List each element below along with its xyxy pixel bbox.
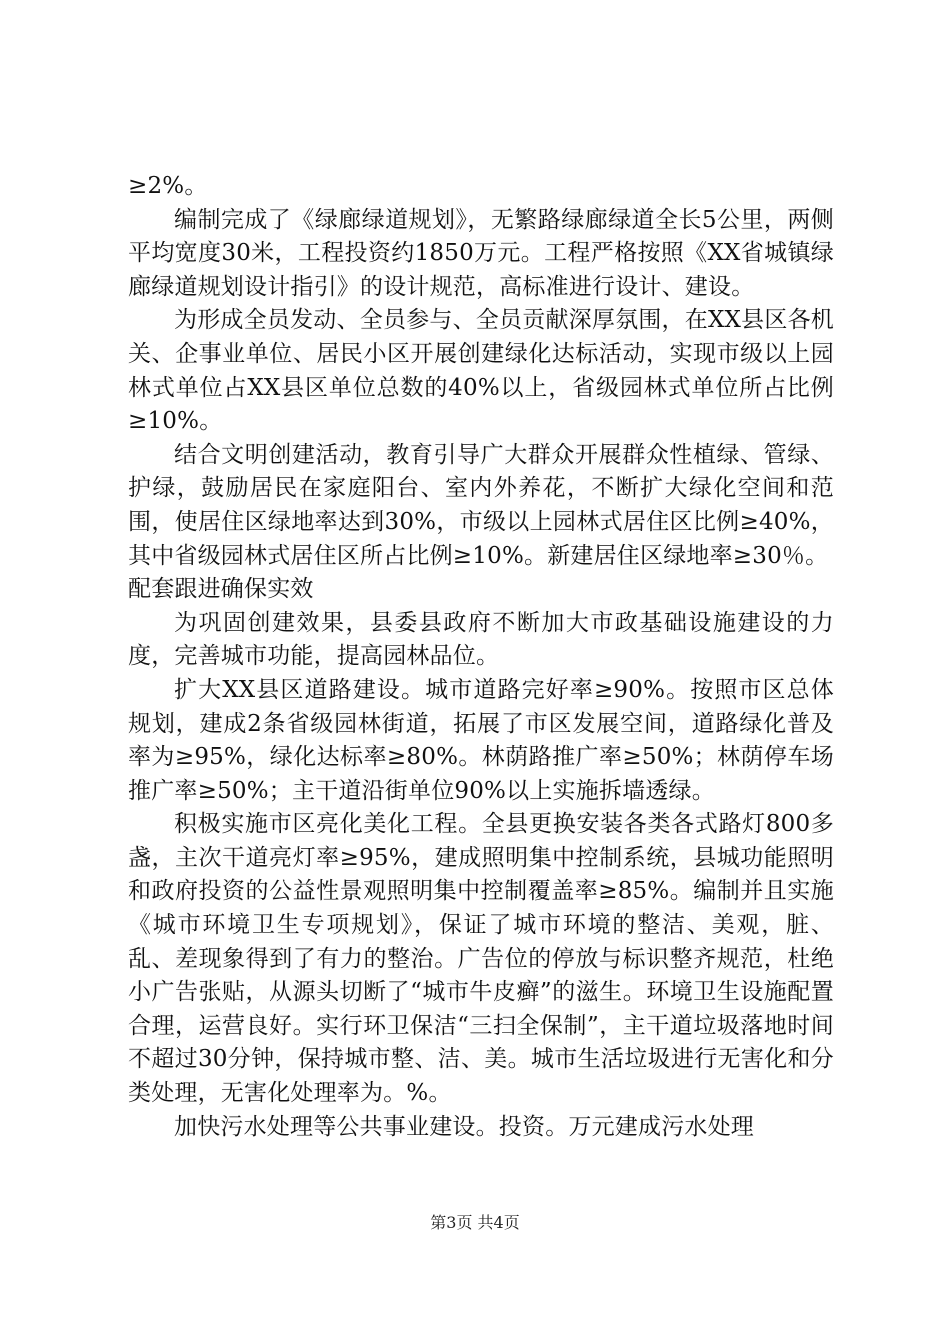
page-number-footer: 第3页 共4页 xyxy=(430,1213,520,1232)
section-heading: 配套跟进确保实效 xyxy=(128,576,314,603)
paragraph-sewage-treatment: 加快污水处理等公共事业建设。投资。万元建成污水处理 xyxy=(174,1113,754,1140)
document-body xyxy=(128,170,834,1144)
paragraph-infrastructure: 为巩固创建效果，县委县政府不断加大市政基础设施建设的力度，完善城市功能，提高园林品位。 xyxy=(128,609,834,670)
paragraph-greenway-plan: 编制完成了《绿廊绿道规划》，无繁路绿廊绿道全长5公里，两侧平均宽度30米，工程投资约1850万元。工程严格按照《XX省城镇绿廊绿道规划设计指引》的设计规范，高标准进行设计、建设。 xyxy=(128,206,834,300)
paragraph-greening-campaign: 为形成全员发动、全员参与、全员贡献深厚氛围，在XX县区各机关、企事业单位、居民小区开展创建绿化达标活动，实现市级以上园林式单位占XX县区单位总数的40%以上，省级园林式单位所占比例≥10%。 xyxy=(128,307,834,435)
paragraph-continuation: ≥2%。 xyxy=(128,173,208,199)
paragraph-lighting-project: 积极实施市区亮化美化工程。全县更换安装各类各式路灯800多盏，主次干道亮灯率≥95%，建成照明集中控制系统，县城功能照明和政府投资的公益性景观照明集中控制覆盖率≥85%。编制并且实施《城市环境卫生专项规划》，保证了城市环境的整洁、美观，脏、乱、差现象得到了有力的整治。广告位的停放与标识整齐规范，杜绝小广告张贴，从源头切断了“城市牛皮癣”的滋生。环境卫生设施配置合理，运营良好。实行环卫保洁“三扫全保制”，主干道垃圾落地时间不超过30分钟，保持城市整、洁、美。城市生活垃圾进行无害化和分类处理，无害化处理率为。%。 xyxy=(128,811,834,1107)
paragraph-civilization-activity: 结合文明创建活动，教育引导广大群众开展群众性植绿、管绿、护绿，鼓励居民在家庭阳台、室内外养花，不断扩大绿化空间和范围，使居住区绿地率达到30%，市级以上园林式居住区比例≥40%，其中省级园林式居住区所占比例≥10%。新建居住区绿地率≥30％。 xyxy=(128,441,834,569)
paragraph-road-construction: 扩大XX县区道路建设。城市道路完好率≥90%。按照市区总体规划，建成2条省级园林街道，拓展了市区发展空间，道路绿化普及率为≥95%，绿化达标率≥80%。林荫路推广率≥50%；林荫停车场推广率≥50%；主干道沿街单位90%以上实施拆墙透绿。 xyxy=(128,676,834,804)
